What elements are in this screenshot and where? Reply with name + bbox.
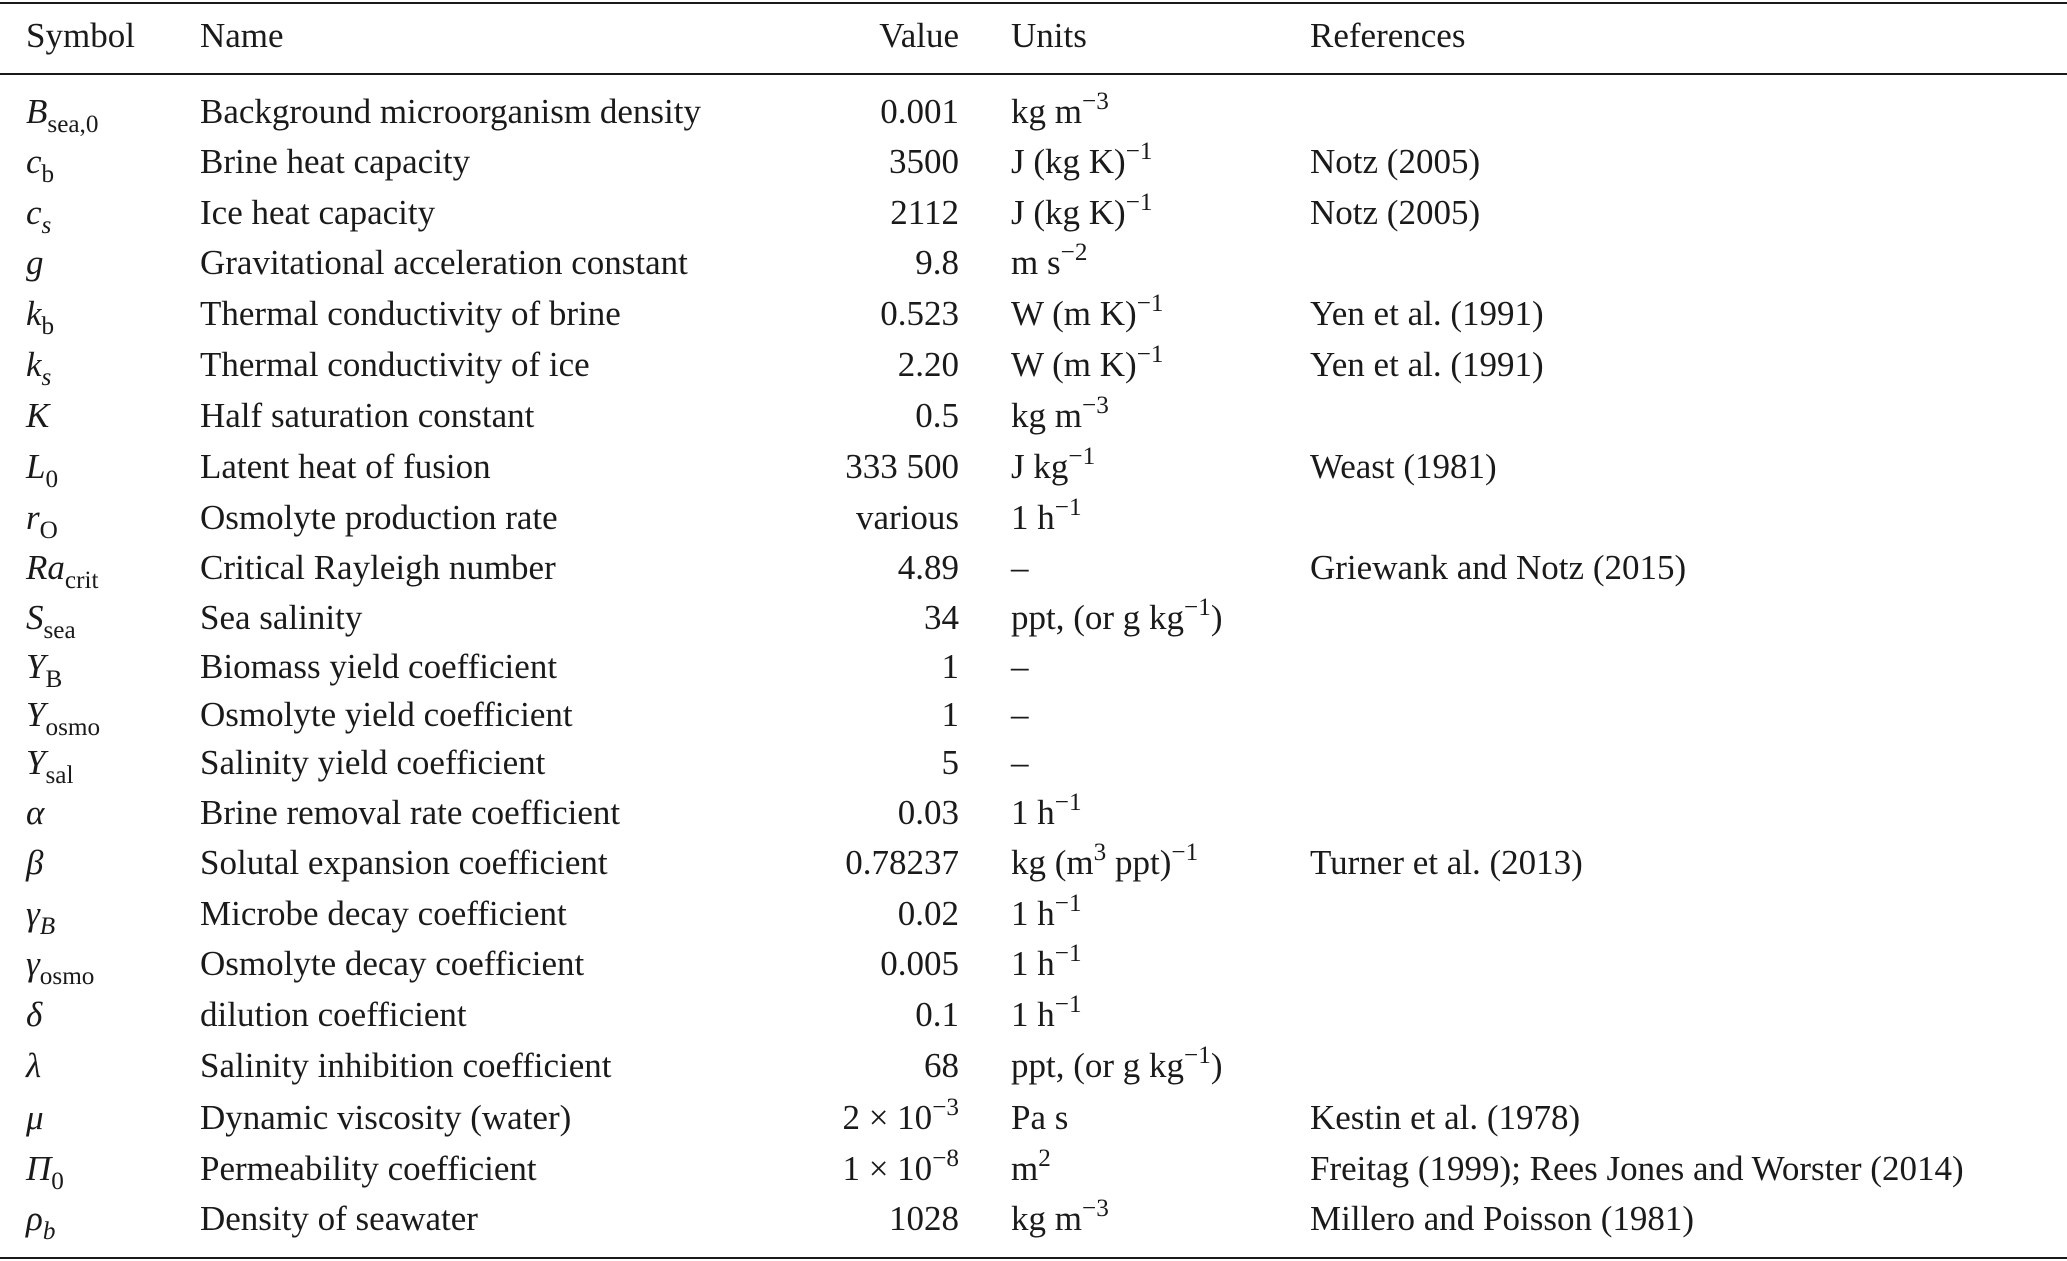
unit-exponent: −1 <box>1054 789 1082 817</box>
cell-value <box>898 793 959 833</box>
cell-value <box>898 548 959 588</box>
cell-units <box>1011 494 1082 538</box>
cell-value <box>924 598 959 638</box>
header-name: Name <box>200 16 284 55</box>
cell-reference: Notz (2005) <box>1310 193 1481 232</box>
symbol-subscript: O <box>39 516 58 544</box>
value-text: 0.005 <box>880 944 959 983</box>
unit-text: kg m <box>1011 92 1082 131</box>
value-text: 5 <box>941 743 959 782</box>
symbol-subscript: sea <box>43 616 76 644</box>
cell-symbol <box>26 1199 56 1245</box>
unit-text: J (kg K) <box>1011 142 1126 181</box>
unit-text: W (m K) <box>1011 345 1137 384</box>
cell-value <box>880 92 959 132</box>
symbol-subscript: 0 <box>45 465 59 493</box>
symbol-glyph: c <box>26 142 42 181</box>
symbol-glyph: α <box>26 793 45 832</box>
cell-reference: Weast (1981) <box>1310 447 1497 486</box>
cell-name: Salinity yield coefficient <box>200 743 546 782</box>
cell-name: Dynamic viscosity (water) <box>200 1098 572 1137</box>
unit-exponent: −1 <box>1068 443 1096 471</box>
unit-exponent: 3 <box>1093 839 1107 867</box>
cell-name: Osmolyte decay coefficient <box>200 944 585 983</box>
symbol-glyph: δ <box>26 995 43 1034</box>
cell-name: Osmolyte yield coefficient <box>200 695 573 734</box>
cell-units <box>1011 189 1153 233</box>
cell-value <box>915 995 959 1035</box>
cell-symbol <box>26 793 44 833</box>
symbol-subscript: osmo <box>45 713 101 741</box>
symbol-glyph: γ <box>26 944 40 983</box>
cell-units <box>1011 647 1029 687</box>
symbol-subscript: s <box>41 211 52 239</box>
cell-units <box>1011 594 1223 638</box>
symbol-subscript: crit <box>64 566 99 594</box>
cell-value <box>942 743 960 783</box>
header-value: Value <box>879 16 959 55</box>
unit-text: W (m K) <box>1011 294 1137 333</box>
cell-name: Osmolyte production rate <box>200 498 558 537</box>
cell-value <box>845 843 959 883</box>
cell-units <box>1011 991 1082 1035</box>
symbol-glyph: L <box>26 447 46 486</box>
table-top-rule <box>0 2 2067 4</box>
cell-units <box>1011 88 1109 132</box>
symbol-glyph: k <box>26 294 42 333</box>
symbol-subscript: osmo <box>39 962 95 990</box>
cell-symbol <box>26 598 76 644</box>
unit-text: – <box>1011 548 1029 587</box>
cell-units <box>1011 940 1082 984</box>
unit-tail: ) <box>1210 1046 1223 1085</box>
unit-text: J (kg K) <box>1011 193 1126 232</box>
table-header-rule <box>0 73 2067 75</box>
unit-text: kg m <box>1011 396 1082 435</box>
cell-symbol <box>26 345 52 391</box>
cell-units <box>1011 392 1109 436</box>
value-exponent: −8 <box>932 1145 959 1173</box>
cell-symbol <box>26 396 49 436</box>
cell-symbol <box>26 843 43 883</box>
value-text: 68 <box>924 1046 959 1085</box>
cell-name: Brine removal rate coefficient <box>200 793 621 832</box>
cell-units <box>1011 1145 1051 1189</box>
cell-units <box>1011 839 1199 883</box>
cell-value <box>942 647 960 687</box>
unit-text: 1 h <box>1011 944 1055 983</box>
cell-name: dilution coefficient <box>200 995 467 1034</box>
unit-text: m <box>1011 1149 1039 1188</box>
unit-text: kg (m <box>1011 843 1094 882</box>
cell-reference: Yen et al. (1991) <box>1310 294 1544 333</box>
unit-exponent: 2 <box>1038 1145 1051 1173</box>
value-text: 2 × 10 <box>842 1098 933 1137</box>
value-text: 0.1 <box>915 995 959 1034</box>
unit-text: – <box>1011 647 1029 686</box>
symbol-glyph: B <box>26 92 48 131</box>
cell-name: Critical Rayleigh number <box>200 548 556 587</box>
symbol-subscript: s <box>41 363 52 391</box>
unit-text: J kg <box>1011 447 1069 486</box>
cell-units <box>1011 789 1082 833</box>
symbol-glyph: S <box>26 598 44 637</box>
unit-text: ppt, (or g kg <box>1011 1046 1185 1085</box>
unit-exponent: −3 <box>1081 392 1109 420</box>
cell-value <box>915 243 959 283</box>
value-text: 4.89 <box>897 548 959 587</box>
unit-exponent: −1 <box>1184 1042 1211 1070</box>
cell-name: Brine heat capacity <box>200 142 471 181</box>
value-text: 9.8 <box>915 243 959 282</box>
cell-value <box>842 1094 959 1138</box>
unit-text: Pa s <box>1011 1098 1069 1137</box>
cell-reference: Freitag (1999); Rees Jones and Worster (2014) <box>1310 1149 1964 1188</box>
unit-text: m s <box>1011 243 1061 282</box>
unit-exponent: −1 <box>1136 290 1164 318</box>
value-text: 1 × 10 <box>842 1149 933 1188</box>
cell-name: Sea salinity <box>200 598 363 637</box>
symbol-glyph: γ <box>26 894 40 933</box>
cell-reference: Notz (2005) <box>1310 142 1481 181</box>
cell-symbol <box>26 447 59 493</box>
cell-value <box>889 142 959 182</box>
header-units: Units <box>1011 16 1087 55</box>
value-text: 34 <box>924 598 959 637</box>
symbol-glyph: Π <box>26 1149 52 1188</box>
cell-units <box>1011 1042 1223 1086</box>
cell-name: Thermal conductivity of brine <box>200 294 621 333</box>
unit-text: – <box>1011 743 1029 782</box>
cell-symbol <box>26 695 101 741</box>
unit-tail: ) <box>1210 598 1223 637</box>
unit-exponent: −1 <box>1136 341 1164 369</box>
unit-text: 1 h <box>1011 995 1055 1034</box>
value-text: 1 <box>941 647 959 686</box>
symbol-glyph: Ra <box>26 548 65 587</box>
symbol-glyph: β <box>26 843 44 882</box>
cell-units <box>1011 341 1164 385</box>
symbol-subscript: 0 <box>51 1167 64 1195</box>
symbol-glyph: c <box>26 193 42 232</box>
unit-text: 1 h <box>1011 894 1055 933</box>
cell-name: Permeability coefficient <box>200 1149 537 1188</box>
symbol-glyph: Y <box>26 743 46 782</box>
cell-symbol <box>26 193 52 239</box>
cell-units <box>1011 890 1082 934</box>
cell-symbol <box>26 743 74 789</box>
value-text: 0.78237 <box>845 843 959 882</box>
symbol-glyph: g <box>26 243 44 282</box>
symbol-glyph: K <box>26 396 50 435</box>
cell-symbol <box>26 294 55 340</box>
unit-exponent: −1 <box>1184 594 1211 622</box>
cell-symbol <box>26 243 44 283</box>
cell-units <box>1011 1098 1068 1138</box>
cell-value <box>842 1145 959 1189</box>
cell-units <box>1011 290 1164 334</box>
value-text: various <box>855 498 959 537</box>
value-text: 2112 <box>890 193 959 232</box>
value-text: 3500 <box>889 142 959 181</box>
cell-value <box>880 944 959 984</box>
symbol-subscript: B <box>45 665 63 693</box>
value-text: 1 <box>941 695 959 734</box>
cell-symbol <box>26 894 56 940</box>
symbol-subscript: b <box>42 1217 56 1245</box>
unit-exponent: −1 <box>1171 839 1199 867</box>
symbol-subscript: sea,0 <box>47 110 99 138</box>
cell-symbol <box>26 1046 41 1086</box>
symbol-glyph: ρ <box>26 1199 43 1238</box>
header-references: References <box>1310 16 1466 55</box>
unit-text: 1 h <box>1011 498 1055 537</box>
unit-text: 1 h <box>1011 793 1055 832</box>
unit-exponent: −1 <box>1054 991 1082 1019</box>
cell-value <box>915 396 959 436</box>
cell-symbol <box>26 995 42 1035</box>
header-symbol: Symbol <box>26 16 135 55</box>
cell-name: Ice heat capacity <box>200 193 436 232</box>
value-text: 0.523 <box>880 294 959 333</box>
value-text: 2.20 <box>897 345 959 384</box>
cell-value <box>924 1046 959 1086</box>
unit-exponent: −1 <box>1054 940 1082 968</box>
symbol-subscript: sal <box>45 761 74 789</box>
cell-value <box>889 1199 959 1239</box>
value-exponent: −3 <box>932 1094 959 1122</box>
cell-name: Solutal expansion coefficient <box>200 843 608 882</box>
value-text: 0.03 <box>897 793 959 832</box>
cell-units <box>1011 138 1153 182</box>
cell-symbol <box>26 1098 44 1138</box>
cell-name: Background microorganism density <box>200 92 701 131</box>
cell-value <box>942 695 960 735</box>
symbol-glyph: Y <box>26 695 46 734</box>
cell-reference: Kestin et al. (1978) <box>1310 1098 1581 1137</box>
cell-value <box>898 345 959 385</box>
value-text: 333 500 <box>845 447 959 486</box>
unit-exponent: −3 <box>1081 88 1109 116</box>
cell-value <box>898 894 959 934</box>
cell-reference: Yen et al. (1991) <box>1310 345 1544 384</box>
cell-name: Gravitational acceleration constant <box>200 243 688 282</box>
symbol-glyph: λ <box>26 1046 42 1085</box>
unit-exponent: −3 <box>1081 1195 1109 1223</box>
unit-text: – <box>1011 695 1029 734</box>
symbol-subscript: b <box>41 312 55 340</box>
cell-value <box>880 294 959 334</box>
cell-units <box>1011 1195 1109 1239</box>
unit-exponent: −1 <box>1054 494 1082 522</box>
value-text: 0.5 <box>915 396 959 435</box>
cell-name: Thermal conductivity of ice <box>200 345 590 384</box>
table-bottom-rule <box>0 1257 2067 1259</box>
cell-name: Biomass yield coefficient <box>200 647 558 686</box>
value-text: 0.001 <box>880 92 959 131</box>
cell-name: Latent heat of fusion <box>200 447 491 486</box>
symbol-glyph: μ <box>26 1098 44 1137</box>
value-text: 1028 <box>889 1199 959 1238</box>
cell-reference: Millero and Poisson (1981) <box>1310 1199 1695 1238</box>
cell-name: Density of seawater <box>200 1199 478 1238</box>
cell-units <box>1011 548 1029 588</box>
symbol-glyph: Y <box>26 647 46 686</box>
cell-units <box>1011 695 1029 735</box>
symbol-subscript: b <box>41 160 55 188</box>
value-text: 0.02 <box>897 894 959 933</box>
cell-symbol <box>26 142 55 188</box>
symbol-glyph: r <box>26 498 40 537</box>
cell-value <box>845 447 959 487</box>
cell-units <box>1011 239 1088 283</box>
cell-symbol <box>26 92 99 138</box>
unit-exponent: −2 <box>1060 239 1088 267</box>
cell-reference: Griewank and Notz (2015) <box>1310 548 1687 587</box>
unit-tail: ppt) <box>1106 843 1172 882</box>
unit-text: kg m <box>1011 1199 1082 1238</box>
cell-value <box>890 193 959 233</box>
cell-name: Half saturation constant <box>200 396 535 435</box>
cell-symbol <box>26 647 63 693</box>
unit-exponent: −1 <box>1125 189 1153 217</box>
cell-units <box>1011 443 1096 487</box>
cell-name: Microbe decay coefficient <box>200 894 567 933</box>
cell-symbol <box>26 944 95 990</box>
unit-exponent: −1 <box>1125 138 1153 166</box>
unit-exponent: −1 <box>1054 890 1082 918</box>
cell-units <box>1011 743 1029 783</box>
cell-symbol <box>26 548 99 594</box>
cell-name: Salinity inhibition coefficient <box>200 1046 612 1085</box>
cell-value <box>856 498 959 538</box>
unit-text: ppt, (or g kg <box>1011 598 1185 637</box>
symbol-glyph: k <box>26 345 42 384</box>
cell-reference: Turner et al. (2013) <box>1310 843 1583 882</box>
cell-symbol <box>26 498 58 544</box>
symbol-subscript: B <box>39 912 56 940</box>
cell-symbol <box>26 1149 64 1195</box>
